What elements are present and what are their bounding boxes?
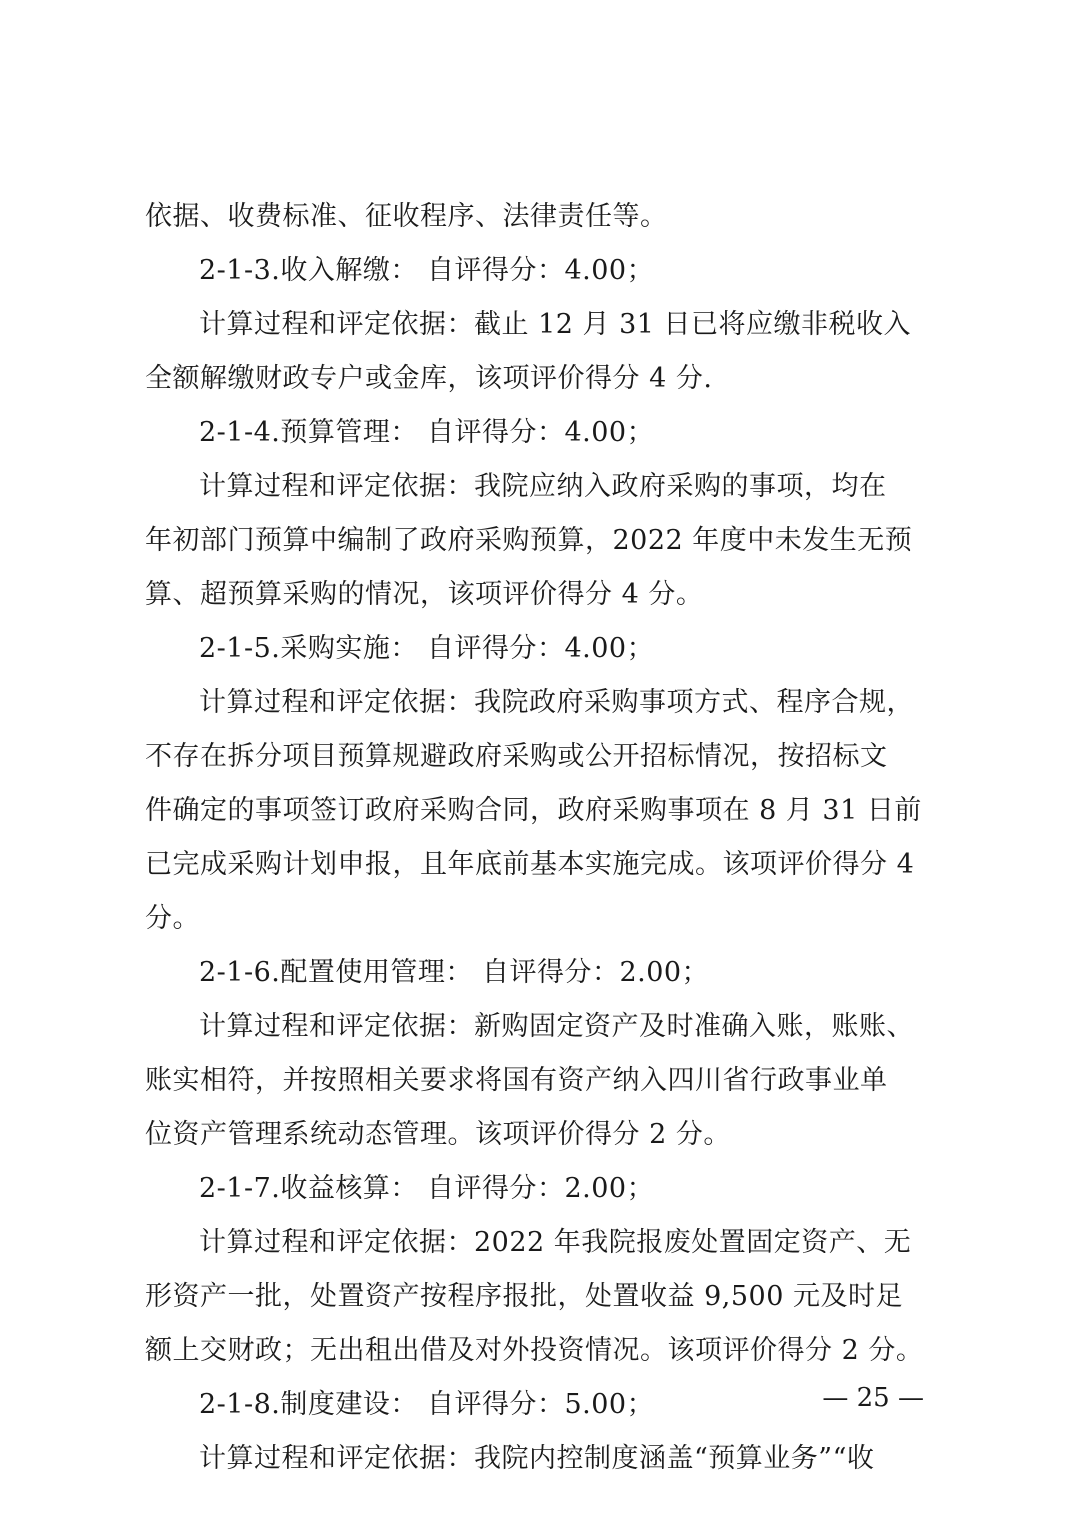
text-line: 2-1-8.制度建设： 自评得分：5.00； <box>199 1389 655 1420</box>
text-line: 计算过程和评定依据：我院政府采购事项方式、程序合规， <box>199 687 914 718</box>
text-line: 额上交财政；无出租出借及对外投资情况。该项评价得分 2 分。 <box>145 1335 924 1366</box>
text-line: 形资产一批，处置资产按程序报批，处置收益 9,500 元及时足 <box>145 1281 903 1312</box>
text-line: 2-1-6.配置使用管理： 自评得分：2.00； <box>199 957 710 988</box>
text-line: 分。 <box>145 903 200 934</box>
text-line: 计算过程和评定依据：我院应纳入政府采购的事项，均在 <box>199 471 887 502</box>
text-line: 件确定的事项签订政府采购合同，政府采购事项在 8 月 31 日前 <box>145 795 922 826</box>
page-number: — 25 — <box>822 1383 924 1413</box>
text-line: 账实相符，并按照相关要求将国有资产纳入四川省行政事业单 <box>145 1065 888 1096</box>
text-line: 位资产管理系统动态管理。该项评价得分 2 分。 <box>145 1119 731 1150</box>
text-line: 已完成采购计划申报，且年底前基本实施完成。该项评价得分 4 <box>145 849 915 880</box>
text-line: 不存在拆分项目预算规避政府采购或公开招标情况，按招标文 <box>145 741 888 772</box>
text-line: 计算过程和评定依据：我院内控制度涵盖“预算业务”“收 <box>199 1443 875 1474</box>
text-line: 2-1-5.采购实施： 自评得分：4.00； <box>199 633 655 664</box>
text-line: 年初部门预算中编制了政府采购预算，2022 年度中未发生无预 <box>145 525 913 556</box>
text-line: 计算过程和评定依据：截止 12 月 31 日已将应缴非税收入 <box>199 309 912 340</box>
text-line: 计算过程和评定依据：2022 年我院报废处置固定资产、无 <box>199 1227 912 1258</box>
text-line: 2-1-7.收益核算： 自评得分：2.00； <box>199 1173 655 1204</box>
text-line: 依据、收费标准、征收程序、法律责任等。 <box>145 201 668 232</box>
text-line: 全额解缴财政专户或金库，该项评价得分 4 分. <box>145 363 713 394</box>
text-line: 计算过程和评定依据：新购固定资产及时准确入账，账账、 <box>199 1011 914 1042</box>
text-line: 2-1-3.收入解缴： 自评得分：4.00； <box>199 255 655 286</box>
text-line: 算、超预算采购的情况，该项评价得分 4 分。 <box>145 579 704 610</box>
text-line: 2-1-4.预算管理： 自评得分：4.00； <box>199 417 655 448</box>
document-body <box>145 190 924 1486</box>
